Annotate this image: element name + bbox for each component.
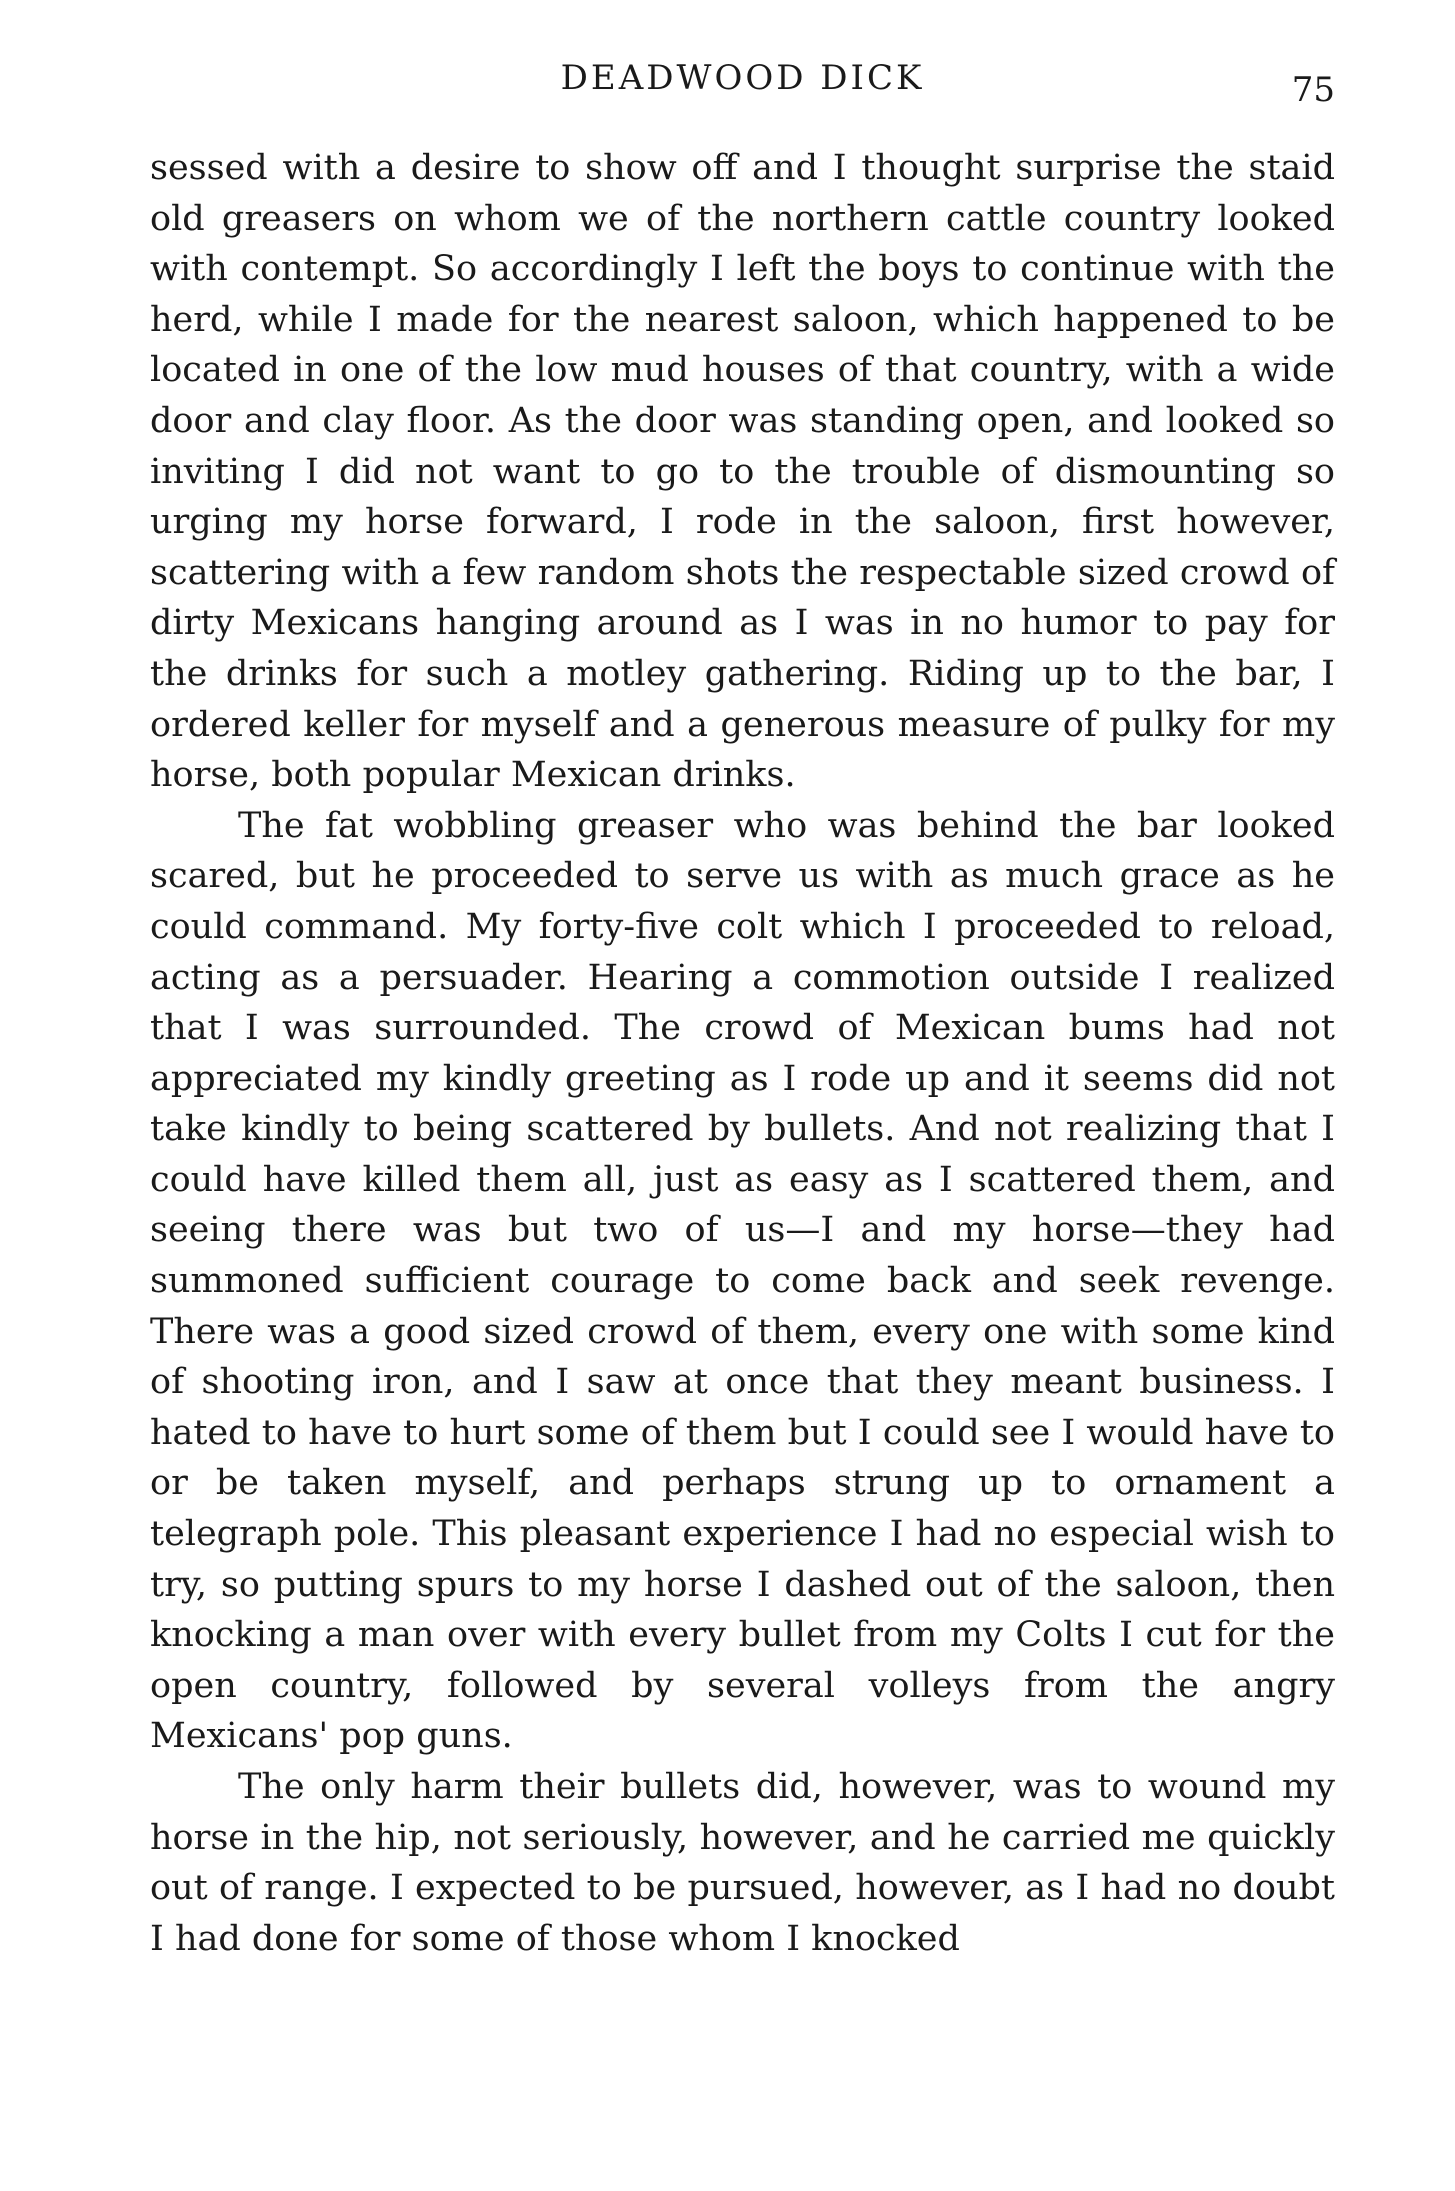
paragraph-bar-scene: The fat wobbling greaser who was behind the bar looked scared, but he proceeded to serve us with as much grace as he could command. My forty-five colt which I proceeded to reload, acting as a persuader. Hearing a commotion outside I realized that I was surrounded. The crowd of Mexican bums had not appreciated my kindly greeting as I rode up and it seems did not take kindly to being scattered by bullets. And not realizing that I could have killed them all, just as easy as I scattered them, and seeing there was but two of us—I and my horse—they had summoned sufficient courage to come back and seek revenge. There was a good sized crowd of them, every one with some kind of shooting iron, and I saw at once that they meant business. I hated to have to hurt some of them but I could see I would have to or be taken myself, and perhaps strung up to ornament a telegraph pole. This pleasant experience I had no especial wish to try, so putting spurs to my horse I dashed out of the saloon, then knocking a man over with every bullet from my Colts I cut for the open country, followed by several volleys from the angry Mexicans' pop guns. — [150, 805, 1335, 1757]
running-head — [150, 58, 1335, 118]
running-title: DEADWOOD DICK — [560, 58, 925, 98]
page-number: 75 — [1291, 70, 1335, 110]
body-text — [150, 143, 1335, 1964]
paragraph-continued: sessed with a desire to show off and I thought surprise the staid old greasers on whom we of the northern cattle country looked with contempt. So accordingly I left the boys to continue with the herd, while I made for the nearest saloon, which happened to be located in one of the low mud houses of that country, with a wide door and clay floor. As the door was standing open, and looked so inviting I did not want to go to the trouble of dismounting so urging my horse forward, I rode in the saloon, first however, scattering with a few random shots the respectable sized crowd of dirty Mexicans hanging around as I was in no humor to pay for the drinks for such a motley gathering. Riding up to the bar, I ordered keller for myself and a generous measure of pulky for my horse, both popular Mexican drinks. — [150, 148, 1335, 796]
paragraph-escape: The only harm their bullets did, however, was to wound my horse in the hip, not seriously, however, and he carried me quickly out of range. I expected to be pursued, however, as I had no doubt I had done for some of those whom I knocked — [150, 1767, 1335, 1959]
